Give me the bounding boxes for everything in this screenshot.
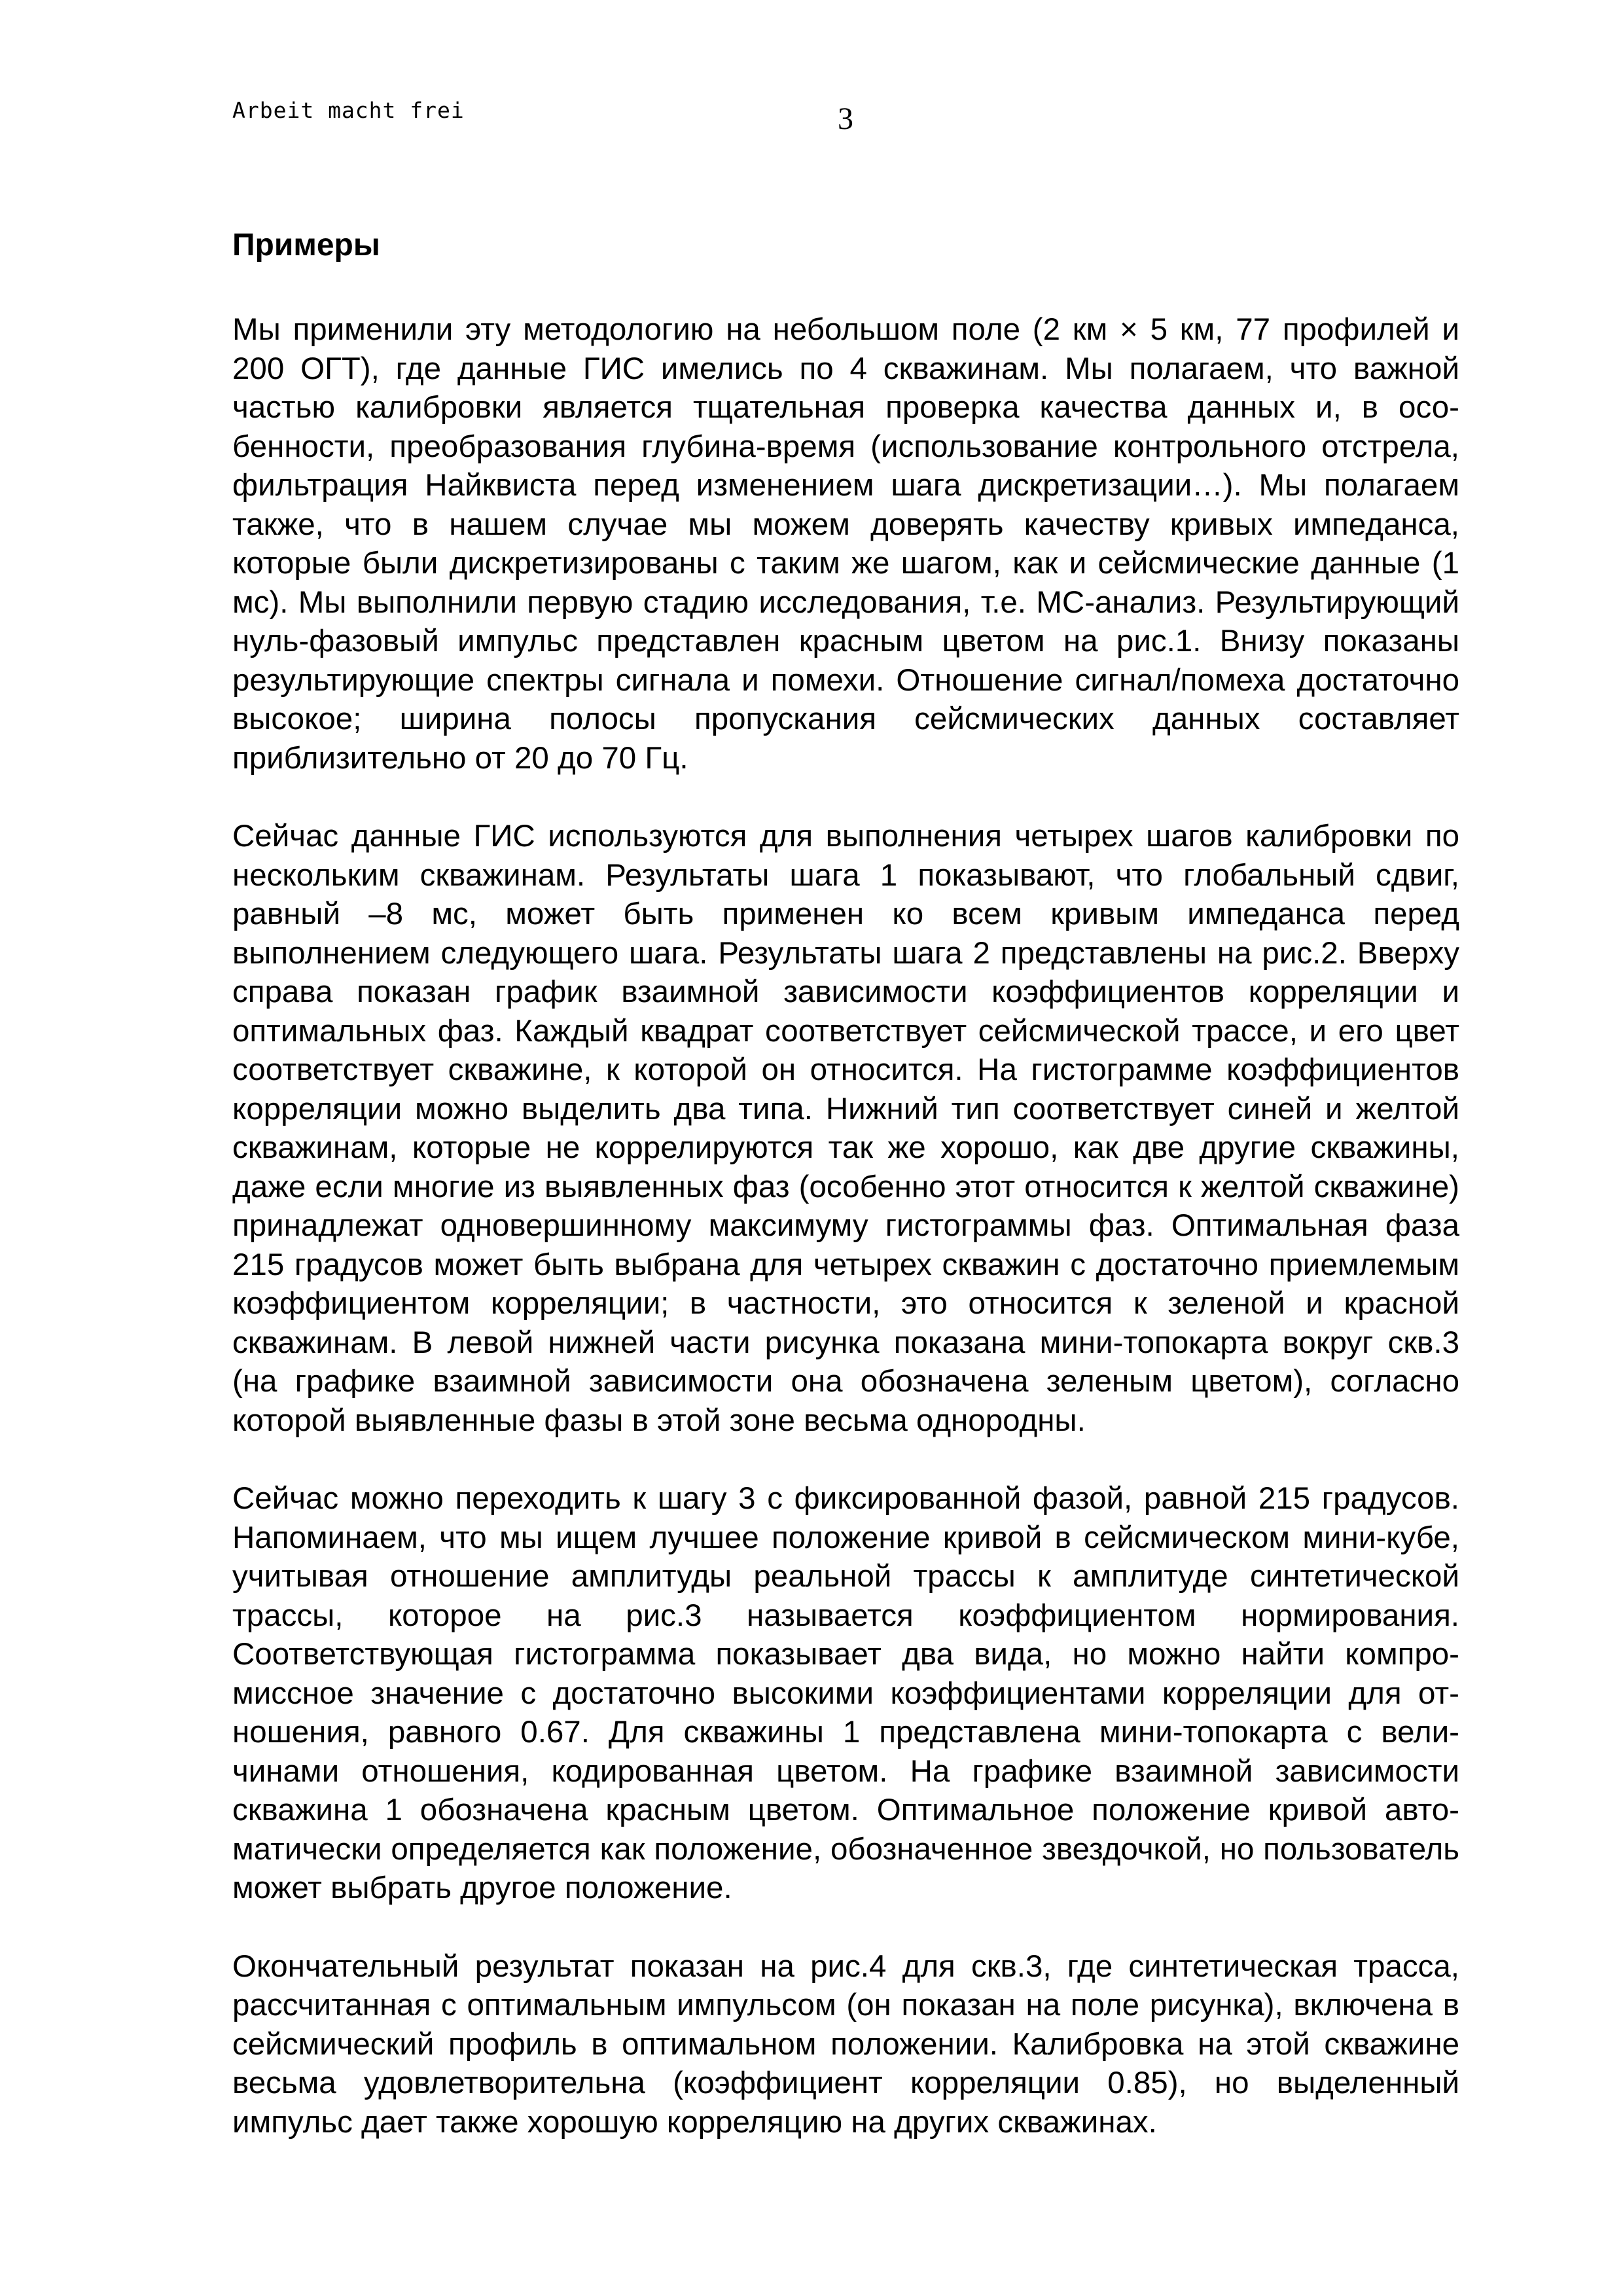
running-header: Arbeit macht frei — [232, 98, 465, 123]
paragraph-4: Окончательный результат показан на рис.4 для скв.3, где синтетическая трасса, рассчитанная с оптимальным импульсом (он показан на поле рисунка), включена в сейсмический профиль в оптимальном положении. Калибровка на этой скважине весьма удовлетворительна (коэффициент корреляции 0.85), но выделенный импульс дает также хорошую корреляцию на других скважинах. — [232, 1948, 1459, 2140]
section-title: Примеры — [232, 228, 380, 262]
paragraph-2: Сейчас данные ГИС используются для выполнения четырех шагов калибровки по нескольким скважинам. Результаты шага 1 показывают, что глобальный сдвиг, равный –8 мс, может быть применен ко всем кривым импеданса перед выполнением следующего шага. Результаты шага 2 представлены на рис.2. Вверху справа показан график взаимной зависимости коэффициентов корреляции и оптимальных фаз. Каждый квадрат соответствует сейсмической трассе, и его цвет соответствует скважине, к которой он относится. На гистограмме коэффициентов корреляции можно выделить два типа. Нижний тип соответствует синей и желтой скважинам, которые не коррелируются так же хорошо, как две другие скважины, даже если многие из выявленных фаз (особенно этот относится к желтой скважине) принадлежат одновершинному максимуму гистограммы фаз. Оптимальная фаза 215 градусов может быть выбрана для четырех скважин с достаточно приемлемым коэффициентом корреляции; в частности, это относится к зеленой и красной скважинам. В левой нижней части рисунка показана мини-топокарта вокруг скв.3 (на графике взаимной зависимости она обозначена зеленым цветом), согласно которой выявленные фазы в этой зоне весьма однородны. — [232, 819, 1459, 1438]
paragraph-3: Сейчас можно переходить к шагу 3 с фиксированной фазой, равной 215 градусов. Напоминаем, что мы ищем лучшее положение кривой в сейсмическом мини-кубе, учитывая отношение амплитуды реальной трассы к амплитуде синтетической трассы, которое на рис.3 называется коэффициентом нормирования. Соответствующая гистограмма показывает два вида, но можно найти компромиссное значение с достаточно высокими коэффициентами корреляции для отношения, равного 0.67. Для скважины 1 представлена мини-топокарта с величинами отношения, кодированная цветом. На графике взаимной зависимости скважина 1 обозначена красным цветом. Оптимальное положение кривой автоматически определяется как положение, обозначенное звездочкой, но пользователь может выбрать другое положение. — [232, 1481, 1459, 1905]
page-number: 3 — [838, 101, 853, 136]
paragraph-1: Мы применили эту методологию на небольшом поле (2 км × 5 км, 77 профилей и 200 ОГТ), где данные ГИС имелись по 4 скважинам. Мы полагаем, что важной частью калибровки является тщательная проверка качества данных и, в особенности, преобразования глубина-время (использование контрольного отстрела, фильтрация Найквиста перед изменением шага дискретизации…). Мы полагаем также, что в нашем случае мы можем доверять качеству кривых импеданса, которые были дискретизированы с таким же шагом, как и сейсмические данные (1 мс). Мы выполнили первую стадию исследования, т.е. МС-анализ. Результирующий нуль-фазовый импульс представлен красным цветом на рис.1. Внизу показаны результирующие спектры сигнала и помехи. Отношение сигнал/помеха достаточно высокое; ширина полосы пропускания сейсмических данных составляет приблизительно от 20 до 70 Гц. — [232, 312, 1459, 776]
page-content — [232, 226, 1459, 2142]
